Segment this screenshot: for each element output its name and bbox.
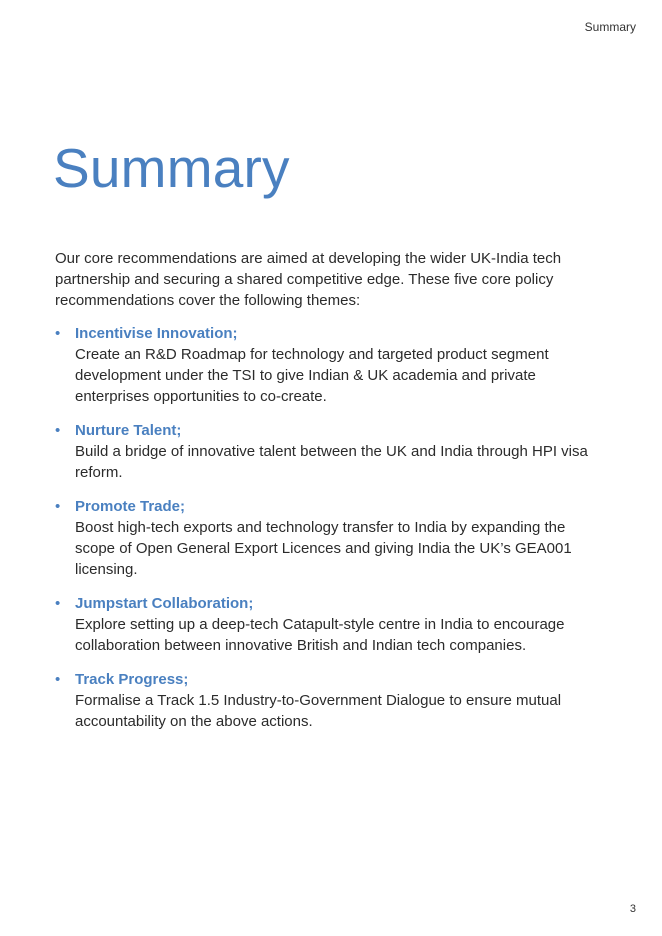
theme-body: Create an R&D Roadmap for technology and targeted product segment development under the TSI to give Indian & UK academia and private enterprises opportunities to co-create. (75, 346, 549, 405)
running-header: Summary (584, 20, 636, 34)
theme-track-progress (55, 669, 595, 732)
theme-heading: Jumpstart Collaboration; (75, 595, 254, 612)
bullet-icon: • (55, 422, 61, 439)
theme-body: Boost high-tech exports and technology transfer to India by expanding the scope of Open General Export Licences and giving India the UK’s GEA001 licensing. (75, 519, 572, 578)
theme-incentivise-innovation (55, 323, 595, 407)
theme-body: Formalise a Track 1.5 Industry-to-Government Dialogue to ensure mutual accountability on the above actions. (75, 692, 562, 730)
page-title: Summary (53, 137, 290, 199)
intro-paragraph: Our core recommendations are aimed at developing the wider UK-India tech partnership and securing a shared competitive edge. These five core policy recommendations cover the following themes: (55, 250, 562, 309)
themes-list (55, 323, 595, 745)
theme-heading: Track Progress; (75, 671, 189, 688)
page-number: 3 (629, 903, 636, 915)
theme-heading: Nurture Talent; (75, 422, 182, 439)
theme-nurture-talent (55, 420, 595, 483)
theme-body: Build a bridge of innovative talent between the UK and India through HPI visa reform. (75, 443, 588, 481)
theme-body: Explore setting up a deep-tech Catapult-style centre in India to encourage collaboration between innovative British and Indian tech companies. (75, 616, 565, 654)
theme-heading: Promote Trade; (75, 498, 186, 515)
theme-promote-trade (55, 496, 595, 580)
theme-jumpstart-collaboration (55, 593, 595, 656)
bullet-icon: • (55, 595, 61, 612)
bullet-icon: • (55, 325, 61, 342)
theme-heading: Incentivise Innovation; (75, 325, 238, 342)
bullet-icon: • (55, 498, 61, 515)
bullet-icon: • (55, 671, 61, 688)
